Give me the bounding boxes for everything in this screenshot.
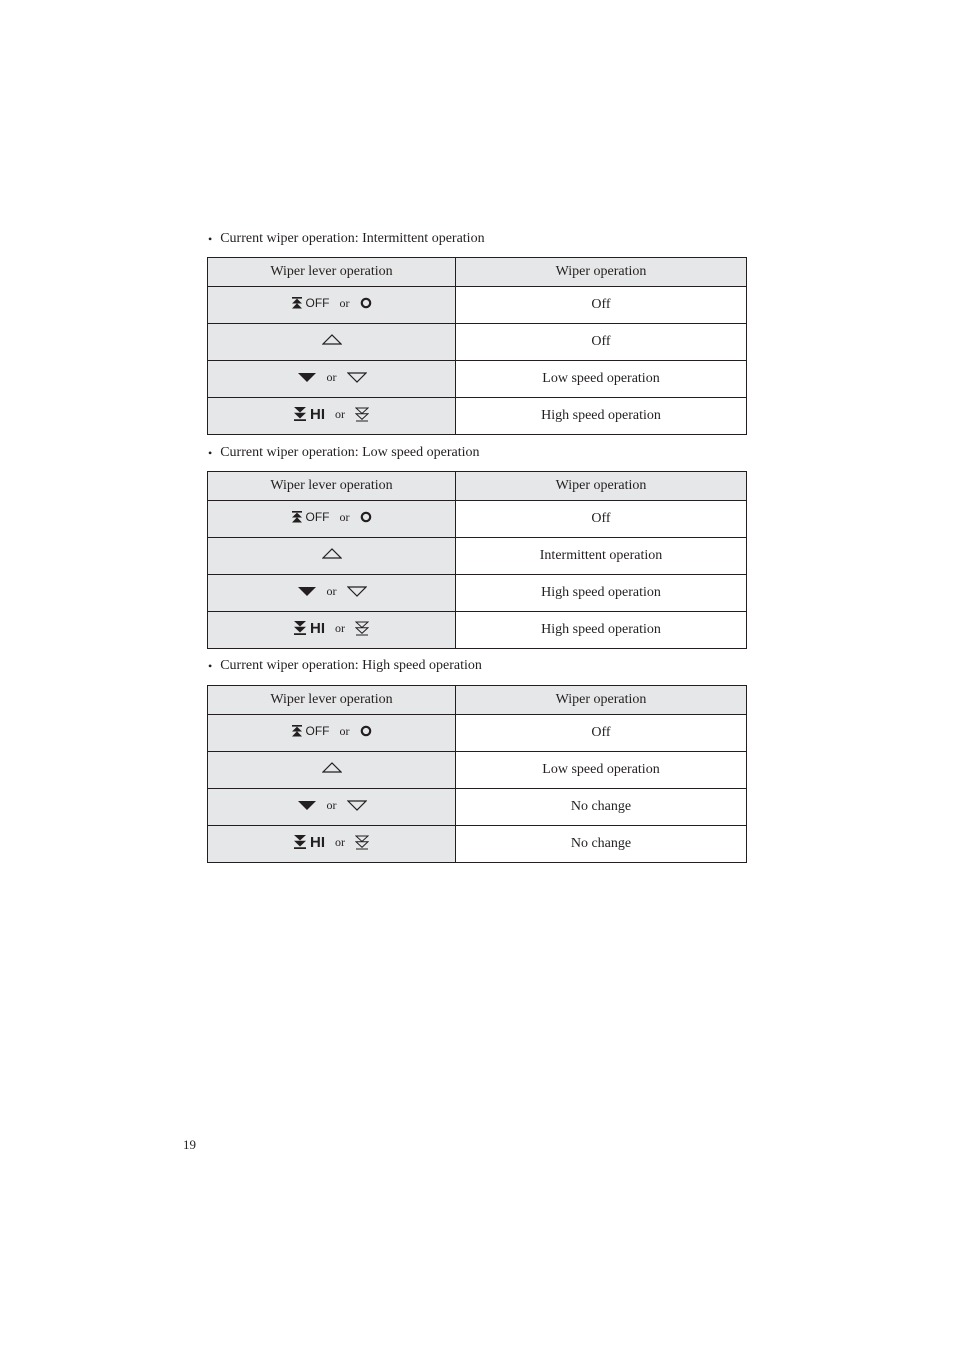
table-row	[208, 752, 747, 789]
table-row	[208, 612, 747, 649]
result-cell: Off	[456, 287, 747, 324]
hi-text: HI	[310, 405, 325, 423]
off-text: OFF	[305, 296, 330, 311]
hi-text: HI	[310, 833, 325, 851]
double-up-arrow-icon	[292, 511, 302, 523]
table-row	[208, 361, 747, 398]
lever-off-cell	[208, 715, 456, 752]
bullet-dot: •	[208, 446, 213, 460]
or-text: or	[335, 834, 345, 849]
header-wiper-operation: Wiper operation	[456, 258, 747, 287]
lever-hi-cell	[208, 612, 456, 649]
down-filled-triangle-icon	[297, 586, 317, 597]
lever-up-cell	[208, 752, 456, 789]
result-cell: Off	[456, 715, 747, 752]
or-text: or	[326, 584, 337, 598]
wiper-table-low-speed	[207, 471, 747, 649]
table-row	[208, 538, 747, 575]
result-cell: Off	[456, 324, 747, 361]
down-outline-triangle-icon	[347, 586, 367, 597]
lever-hi-cell	[208, 398, 456, 435]
or-text: or	[335, 406, 345, 421]
table-row	[208, 789, 747, 826]
lever-hi-cell	[208, 826, 456, 863]
table-header-row	[208, 686, 747, 715]
double-down-arrow-icon	[294, 621, 306, 635]
bullet-dot: •	[208, 659, 213, 673]
bullet-current-low-speed	[208, 445, 480, 461]
bullet-text: Current wiper operation: Low speed operation	[220, 445, 480, 460]
result-cell: No change	[456, 826, 747, 863]
table-row	[208, 324, 747, 361]
bullet-text: Current wiper operation: High speed operation	[220, 658, 482, 673]
double-down-outline-arrow-icon	[355, 621, 369, 636]
lever-off-cell	[208, 287, 456, 324]
double-up-arrow-icon	[292, 297, 302, 309]
table-row	[208, 287, 747, 324]
table-row	[208, 398, 747, 435]
or-text: or	[339, 509, 350, 524]
header-wiper-operation: Wiper operation	[456, 472, 747, 501]
or-text: or	[326, 798, 337, 812]
result-cell: High speed operation	[456, 612, 747, 649]
bullet-dot: •	[208, 232, 213, 246]
lever-down-cell	[208, 789, 456, 826]
result-cell: Low speed operation	[456, 361, 747, 398]
result-cell: Low speed operation	[456, 752, 747, 789]
page-number: 19	[183, 1137, 196, 1152]
table-header-row	[208, 472, 747, 501]
or-text: or	[339, 295, 350, 310]
off-text: OFF	[305, 510, 330, 525]
header-wiper-operation: Wiper operation	[456, 686, 747, 715]
down-outline-triangle-icon	[347, 372, 367, 383]
double-down-outline-arrow-icon	[355, 835, 369, 850]
double-down-arrow-icon	[294, 835, 306, 849]
down-outline-triangle-icon	[347, 800, 367, 811]
up-outline-triangle-icon	[322, 548, 342, 559]
header-lever-operation: Wiper lever operation	[208, 258, 456, 287]
down-filled-triangle-icon	[297, 372, 317, 383]
lever-up-cell	[208, 538, 456, 575]
table-header-row	[208, 258, 747, 287]
lever-off-cell	[208, 501, 456, 538]
zero-position-icon	[360, 725, 372, 737]
table-row	[208, 501, 747, 538]
off-text: OFF	[305, 724, 330, 739]
zero-position-icon	[360, 297, 372, 309]
result-cell: No change	[456, 789, 747, 826]
wiper-table-high-speed	[207, 685, 747, 863]
up-outline-triangle-icon	[322, 334, 342, 345]
or-text: or	[326, 370, 337, 384]
result-cell: High speed operation	[456, 398, 747, 435]
lever-down-cell	[208, 575, 456, 612]
result-cell: Intermittent operation	[456, 538, 747, 575]
wiper-table-intermittent	[207, 257, 747, 435]
up-outline-triangle-icon	[322, 762, 342, 773]
bullet-text: Current wiper operation: Intermittent operation	[220, 231, 485, 246]
table-row	[208, 575, 747, 612]
table-row	[208, 715, 747, 752]
bullet-current-intermittent	[208, 231, 485, 247]
result-cell: High speed operation	[456, 575, 747, 612]
or-text: or	[339, 723, 350, 738]
zero-position-icon	[360, 511, 372, 523]
double-up-arrow-icon	[292, 725, 302, 737]
header-lever-operation: Wiper lever operation	[208, 472, 456, 501]
lever-up-cell	[208, 324, 456, 361]
table-row	[208, 826, 747, 863]
bullet-current-high-speed	[208, 658, 482, 674]
double-down-outline-arrow-icon	[355, 407, 369, 422]
double-down-arrow-icon	[294, 407, 306, 421]
or-text: or	[335, 620, 345, 635]
down-filled-triangle-icon	[297, 800, 317, 811]
header-lever-operation: Wiper lever operation	[208, 686, 456, 715]
hi-text: HI	[310, 619, 325, 637]
lever-down-cell	[208, 361, 456, 398]
result-cell: Off	[456, 501, 747, 538]
